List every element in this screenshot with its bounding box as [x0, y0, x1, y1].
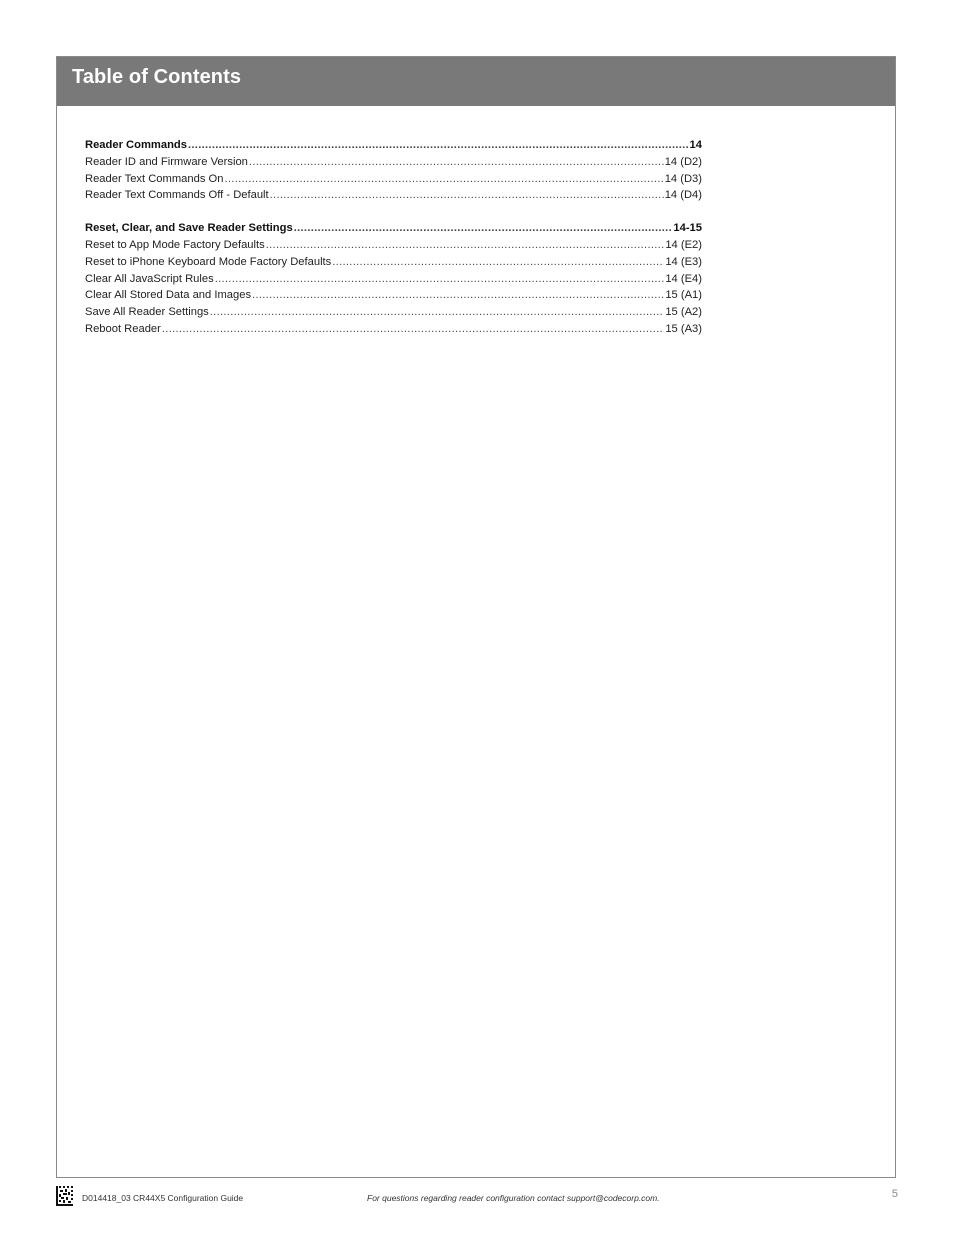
toc-leader	[266, 237, 665, 254]
toc-leader	[162, 321, 664, 338]
toc-entry-page: 14 (D4)	[664, 189, 702, 202]
toc-leader	[215, 271, 665, 288]
toc-leader	[188, 137, 689, 154]
toc-entry-label: Reader Text Commands Off - Default	[85, 189, 269, 202]
toc-leader	[270, 187, 664, 204]
toc-entry[interactable]	[85, 171, 702, 188]
toc-entry[interactable]	[85, 237, 702, 254]
page-number: 5	[891, 1188, 898, 1200]
toc-heading-label: Reset, Clear, and Save Reader Settings	[85, 222, 293, 235]
toc-leader	[332, 254, 664, 271]
toc-entry-page: 14 (D3)	[664, 172, 702, 185]
toc-leader	[294, 220, 673, 237]
toc-entry-page: 15 (A2)	[665, 306, 702, 319]
toc-entry-page: 14 (D2)	[664, 155, 702, 168]
toc-entry[interactable]	[85, 287, 702, 304]
page-footer	[56, 1186, 898, 1210]
toc-leader	[252, 287, 664, 304]
toc-section-reader-commands	[85, 137, 702, 204]
toc-leader	[249, 154, 664, 171]
toc-heading-page: 14-15	[673, 222, 702, 235]
datamatrix-code-icon	[56, 1186, 73, 1206]
toc-entry-label: Clear All JavaScript Rules	[85, 272, 214, 285]
toc-entry-page: 15 (A1)	[665, 289, 702, 302]
toc-section-reset-clear-save	[85, 220, 702, 338]
toc-entry[interactable]	[85, 254, 702, 271]
toc-entry[interactable]	[85, 271, 702, 288]
toc-entry-page: 15 (A3)	[665, 322, 702, 335]
toc-entry-label: Reader ID and Firmware Version	[85, 155, 248, 168]
toc-entry-page: 14 (E3)	[665, 255, 702, 268]
page-frame	[56, 56, 896, 1178]
table-of-contents	[85, 137, 702, 354]
toc-entry-label: Save All Reader Settings	[85, 306, 209, 319]
toc-entry-label: Reboot Reader	[85, 322, 161, 335]
toc-entry-label: Clear All Stored Data and Images	[85, 289, 252, 302]
toc-leader	[210, 304, 665, 321]
toc-leader	[224, 171, 663, 188]
toc-entry-page: 14 (E4)	[665, 272, 702, 285]
toc-heading[interactable]	[85, 137, 702, 154]
document-id: D014418_03 CR44X5 Configuration Guide	[82, 1193, 244, 1203]
toc-entry-label: Reader Text Commands On	[85, 172, 224, 185]
toc-entry-label: Reset to iPhone Keyboard Mode Factory Defaults	[85, 255, 332, 268]
toc-entry[interactable]	[85, 187, 702, 204]
toc-entry-page: 14 (E2)	[665, 238, 702, 251]
toc-entry-label: Reset to App Mode Factory Defaults	[85, 238, 265, 251]
support-contact: For questions regarding reader configuration contact support@codecorp.com.	[367, 1193, 660, 1203]
toc-heading-page: 14	[689, 139, 702, 151]
title-bar	[57, 57, 895, 106]
toc-heading[interactable]	[85, 220, 702, 237]
toc-entry[interactable]	[85, 321, 702, 338]
toc-entry[interactable]	[85, 304, 702, 321]
page-title: Table of Contents	[72, 66, 242, 88]
toc-entry[interactable]	[85, 154, 702, 171]
toc-heading-label: Reader Commands	[85, 139, 187, 151]
